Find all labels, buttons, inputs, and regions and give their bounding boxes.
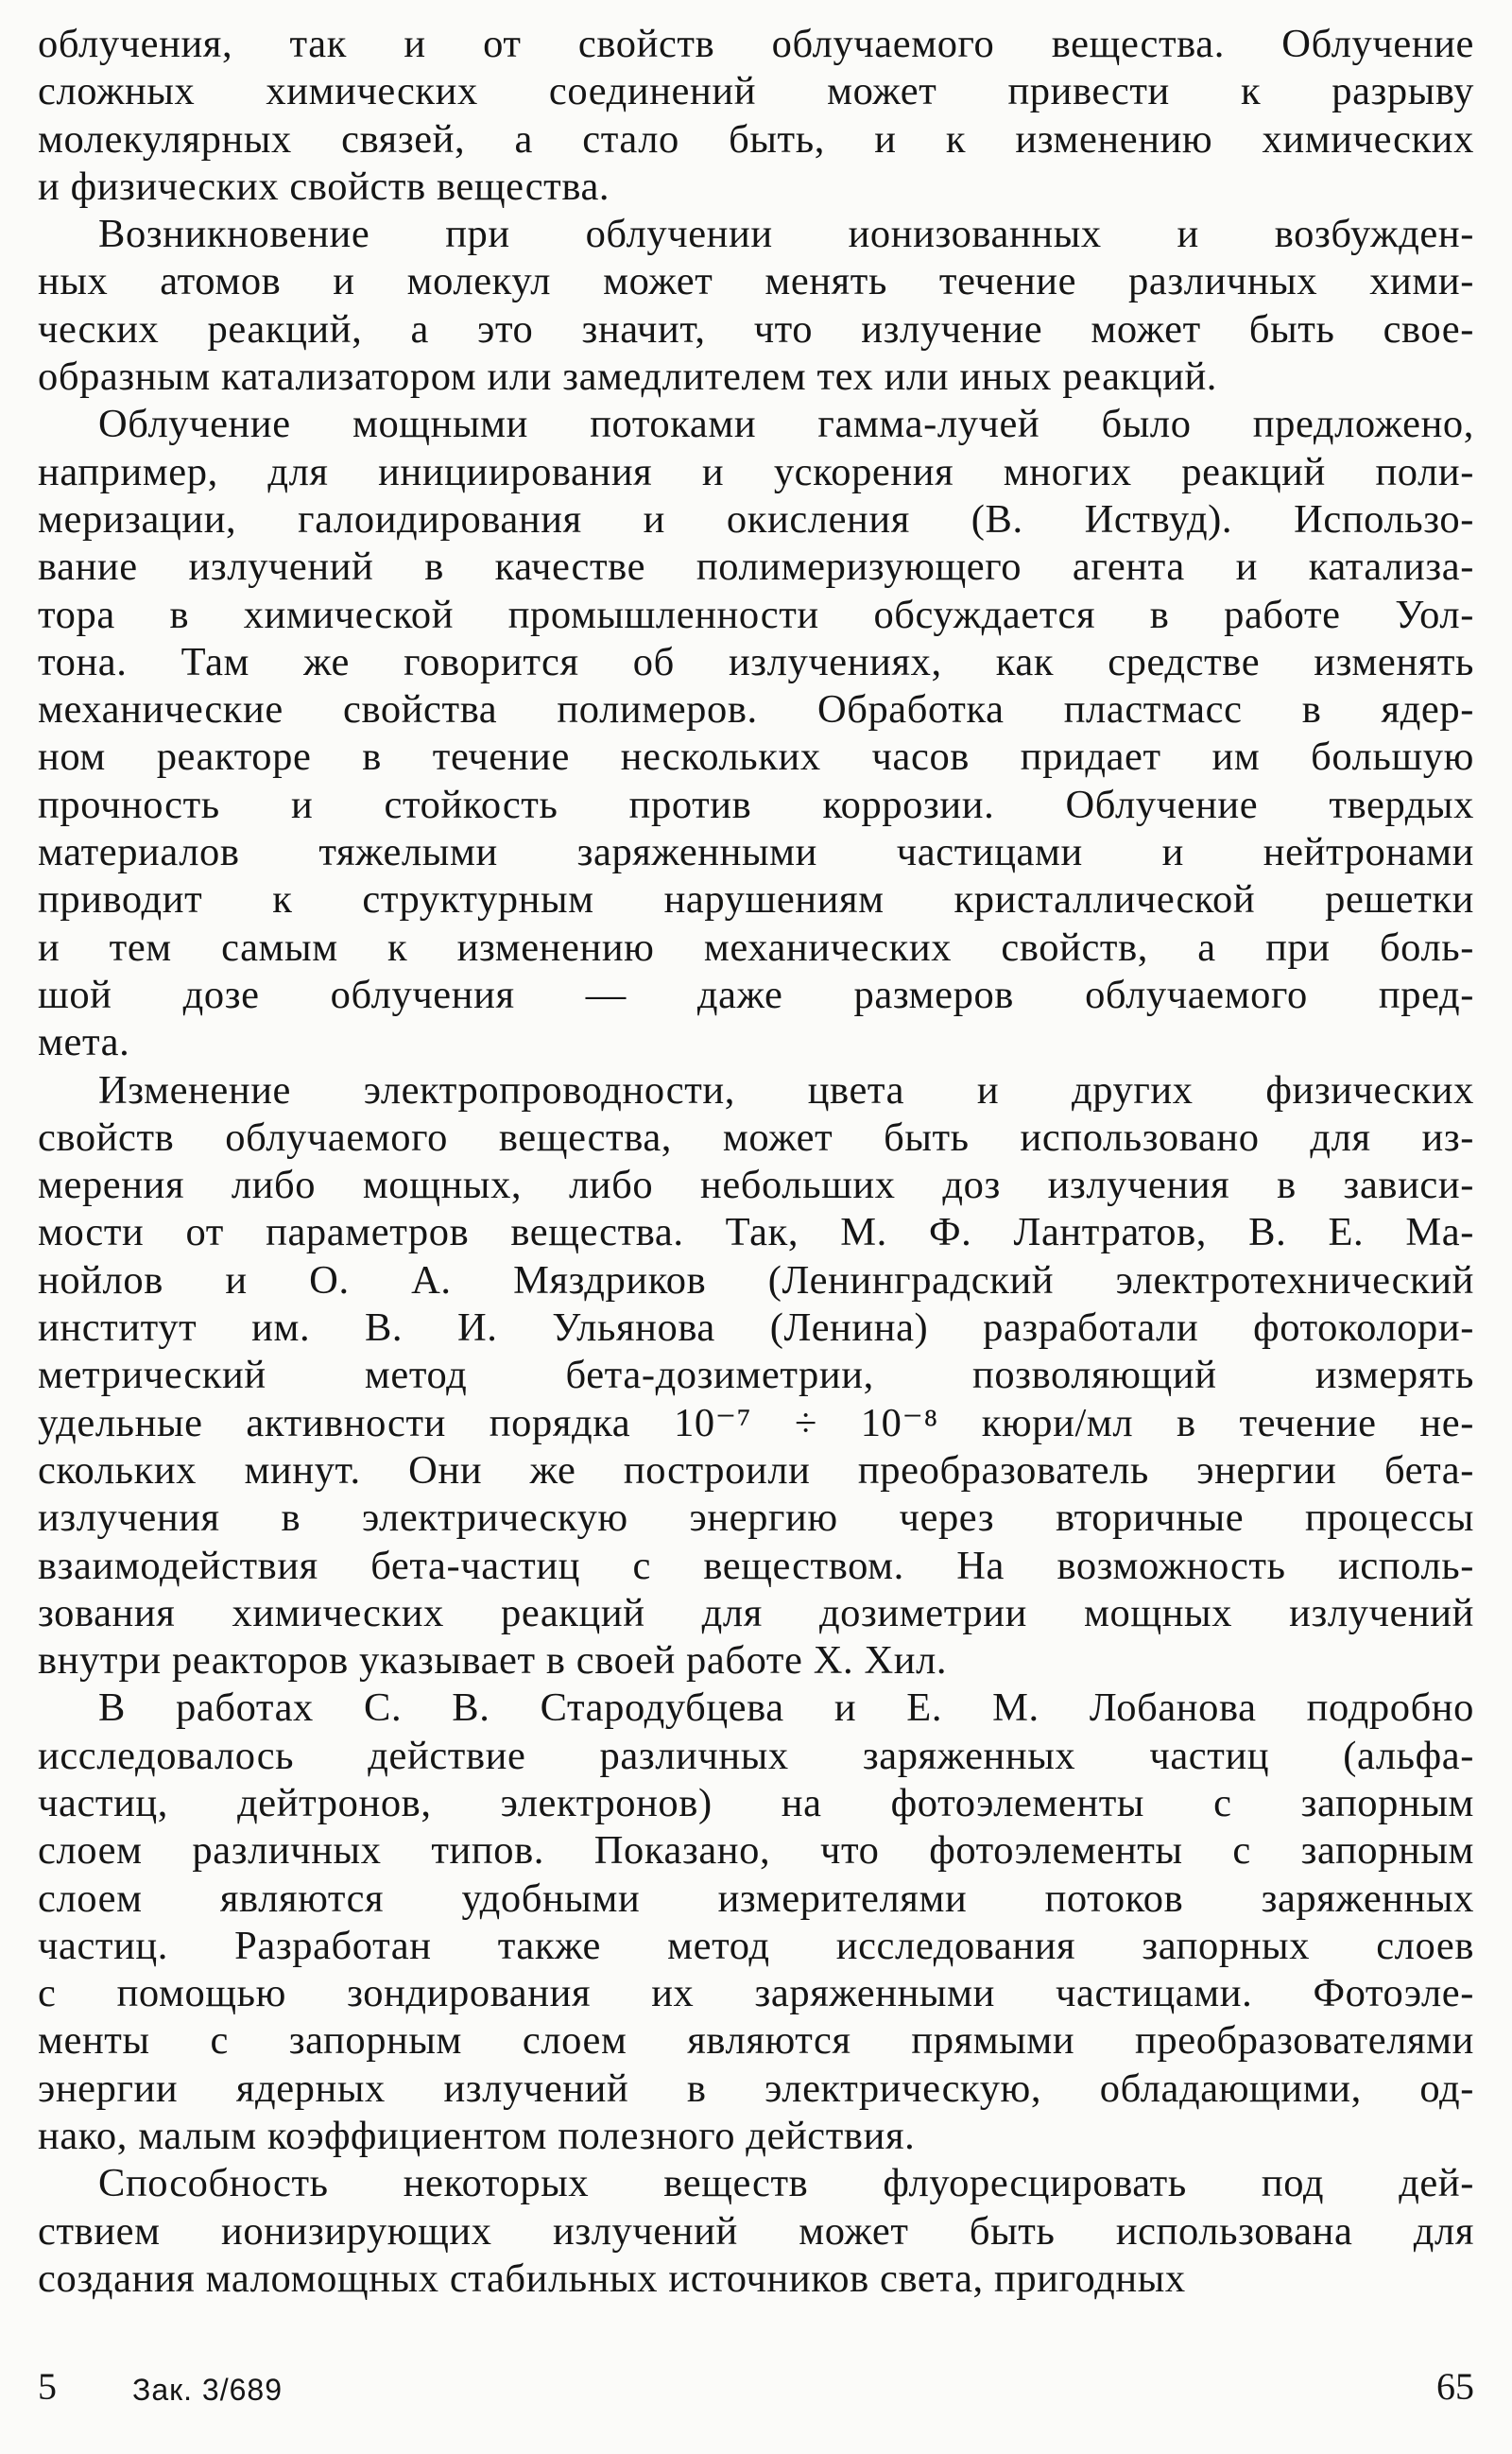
paragraph	[38, 1685, 1474, 2160]
text-line: меризации, галоидирования и окисления (В. Иствуд). Использо-	[38, 496, 1474, 542]
text-line: нако, малым коэффициентом полезного действия.	[38, 2114, 916, 2159]
text-line: Облучение мощными потоками гамма-лучей было предложено,	[98, 402, 1474, 447]
text-line: вание излучений в качестве полимеризующего агента и катализа-	[38, 544, 1474, 590]
text-line: скольких минут. Они же построили преобразователь энергии бета-	[38, 1447, 1474, 1493]
paragraph	[38, 1067, 1474, 1685]
text-line: слоем являются удобными измерителями потоков заряженных	[38, 1875, 1474, 1921]
text-line: слоем различных типов. Показано, что фотоэлементы с запорным	[38, 1828, 1474, 1874]
text-line: институт им. В. И. Ульянова (Ленина) разработали фотоколори-	[38, 1305, 1474, 1351]
text-line: с помощью зондирования их заряженными частицами. Фотоэле-	[38, 1971, 1474, 2016]
paragraph	[38, 21, 1474, 211]
paragraph	[38, 401, 1474, 1066]
text-line: внутри реакторов указывает в своей работе Х. Хил.	[38, 1638, 948, 1684]
text-line: исследовалось действие различных заряженных частиц (альфа-	[38, 1733, 1474, 1778]
text-line: Изменение электропроводности, цвета и других физических	[98, 1067, 1474, 1113]
text-line: энергии ядерных излучений в электрическую, обладающими, од-	[38, 2065, 1474, 2111]
text-line: облучения, так и от свойств облучаемого вещества. Облучение	[38, 22, 1474, 66]
text-line: удельные активности порядка 10⁻⁷ ÷ 10⁻⁸ кюри/мл в течение не-	[38, 1400, 1474, 1445]
text-line: механические свойства полимеров. Обработка пластмасс в ядер-	[38, 687, 1474, 733]
text-line: свойств облучаемого вещества, может быть использовано для из-	[38, 1115, 1474, 1160]
paragraph	[38, 211, 1474, 401]
text-line: материалов тяжелыми заряженными частицами и нейтронами	[38, 830, 1474, 875]
print-order-number: Зак. 3/689	[132, 2373, 283, 2407]
text-line: частиц, дейтронов, электронов) на фотоэлементы с запорным	[38, 1780, 1474, 1825]
text-line: мета.	[38, 1020, 130, 1065]
text-line: образным катализатором или замедлителем тех или иных реакций.	[38, 354, 1218, 400]
text-line: менты с запорным слоем являются прямыми преобразователями	[38, 2018, 1474, 2064]
text-line: ных атомов и молекул может менять течение различных хими-	[38, 259, 1474, 304]
text-line: взаимодействия бета-частиц с веществом. На возможность исполь-	[38, 1543, 1474, 1588]
text-line: тора в химической промышленности обсуждается в работе Уол-	[38, 592, 1474, 637]
text-line: зования химических реакций для дозиметрии мощных излучений	[38, 1590, 1474, 1635]
text-line: сложных химических соединений может привести к разрыву	[38, 69, 1474, 114]
text-line: ствием ионизирующих излучений может быть использована для	[38, 2208, 1474, 2254]
text-line: Способность некоторых веществ флуоресцировать под дей-	[98, 2161, 1474, 2206]
text-line: Возникновение при облучении ионизованных и возбужден-	[98, 212, 1474, 257]
text-line: тона. Там же говорится об излучениях, как средстве изменять	[38, 639, 1474, 684]
text-line: ном реакторе в течение нескольких часов придает им большую	[38, 734, 1474, 780]
text-line: нойлов и О. А. Мяздриков (Ленинградский электротехнический	[38, 1257, 1474, 1303]
paragraph	[38, 2160, 1474, 2303]
page-footer	[38, 2363, 1474, 2411]
page-number: 65	[1436, 2365, 1474, 2408]
text-line: частиц. Разработан также метод исследования запорных слоев	[38, 1923, 1474, 1968]
text-line: и тем самым к изменению механических свойств, а при боль-	[38, 925, 1474, 970]
text-line: молекулярных связей, а стало быть, и к изменению химических	[38, 116, 1474, 162]
text-line: мерения либо мощных, либо небольших доз излучения в зависи-	[38, 1163, 1474, 1208]
body-text	[38, 21, 1474, 2303]
text-line: и физических свойств вещества.	[38, 164, 610, 209]
text-line: мости от параметров вещества. Так, М. Ф. Лантратов, В. Е. Ма-	[38, 1210, 1474, 1255]
text-line: прочность и стойкость против коррозии. Облучение твердых	[38, 782, 1474, 827]
text-line: создания маломощных стабильных источников света, пригодных	[38, 2255, 1186, 2301]
text-line: приводит к структурным нарушениям кристаллической решетки	[38, 877, 1474, 923]
text-line: излучения в электрическую энергию через вторичные процессы	[38, 1495, 1474, 1541]
text-line: шой дозе облучения — даже размеров облучаемого пред-	[38, 972, 1474, 1017]
text-line: В работах С. В. Стародубцева и Е. М. Лобанова подробно	[98, 1685, 1474, 1731]
text-line: ческих реакций, а это значит, что излучение может быть свое-	[38, 306, 1474, 352]
text-line: например, для инициирования и ускорения многих реакций поли-	[38, 449, 1474, 494]
signature-mark: 5	[38, 2365, 57, 2408]
text-line: метрический метод бета-дозиметрии, позволяющий измерять	[38, 1353, 1474, 1398]
